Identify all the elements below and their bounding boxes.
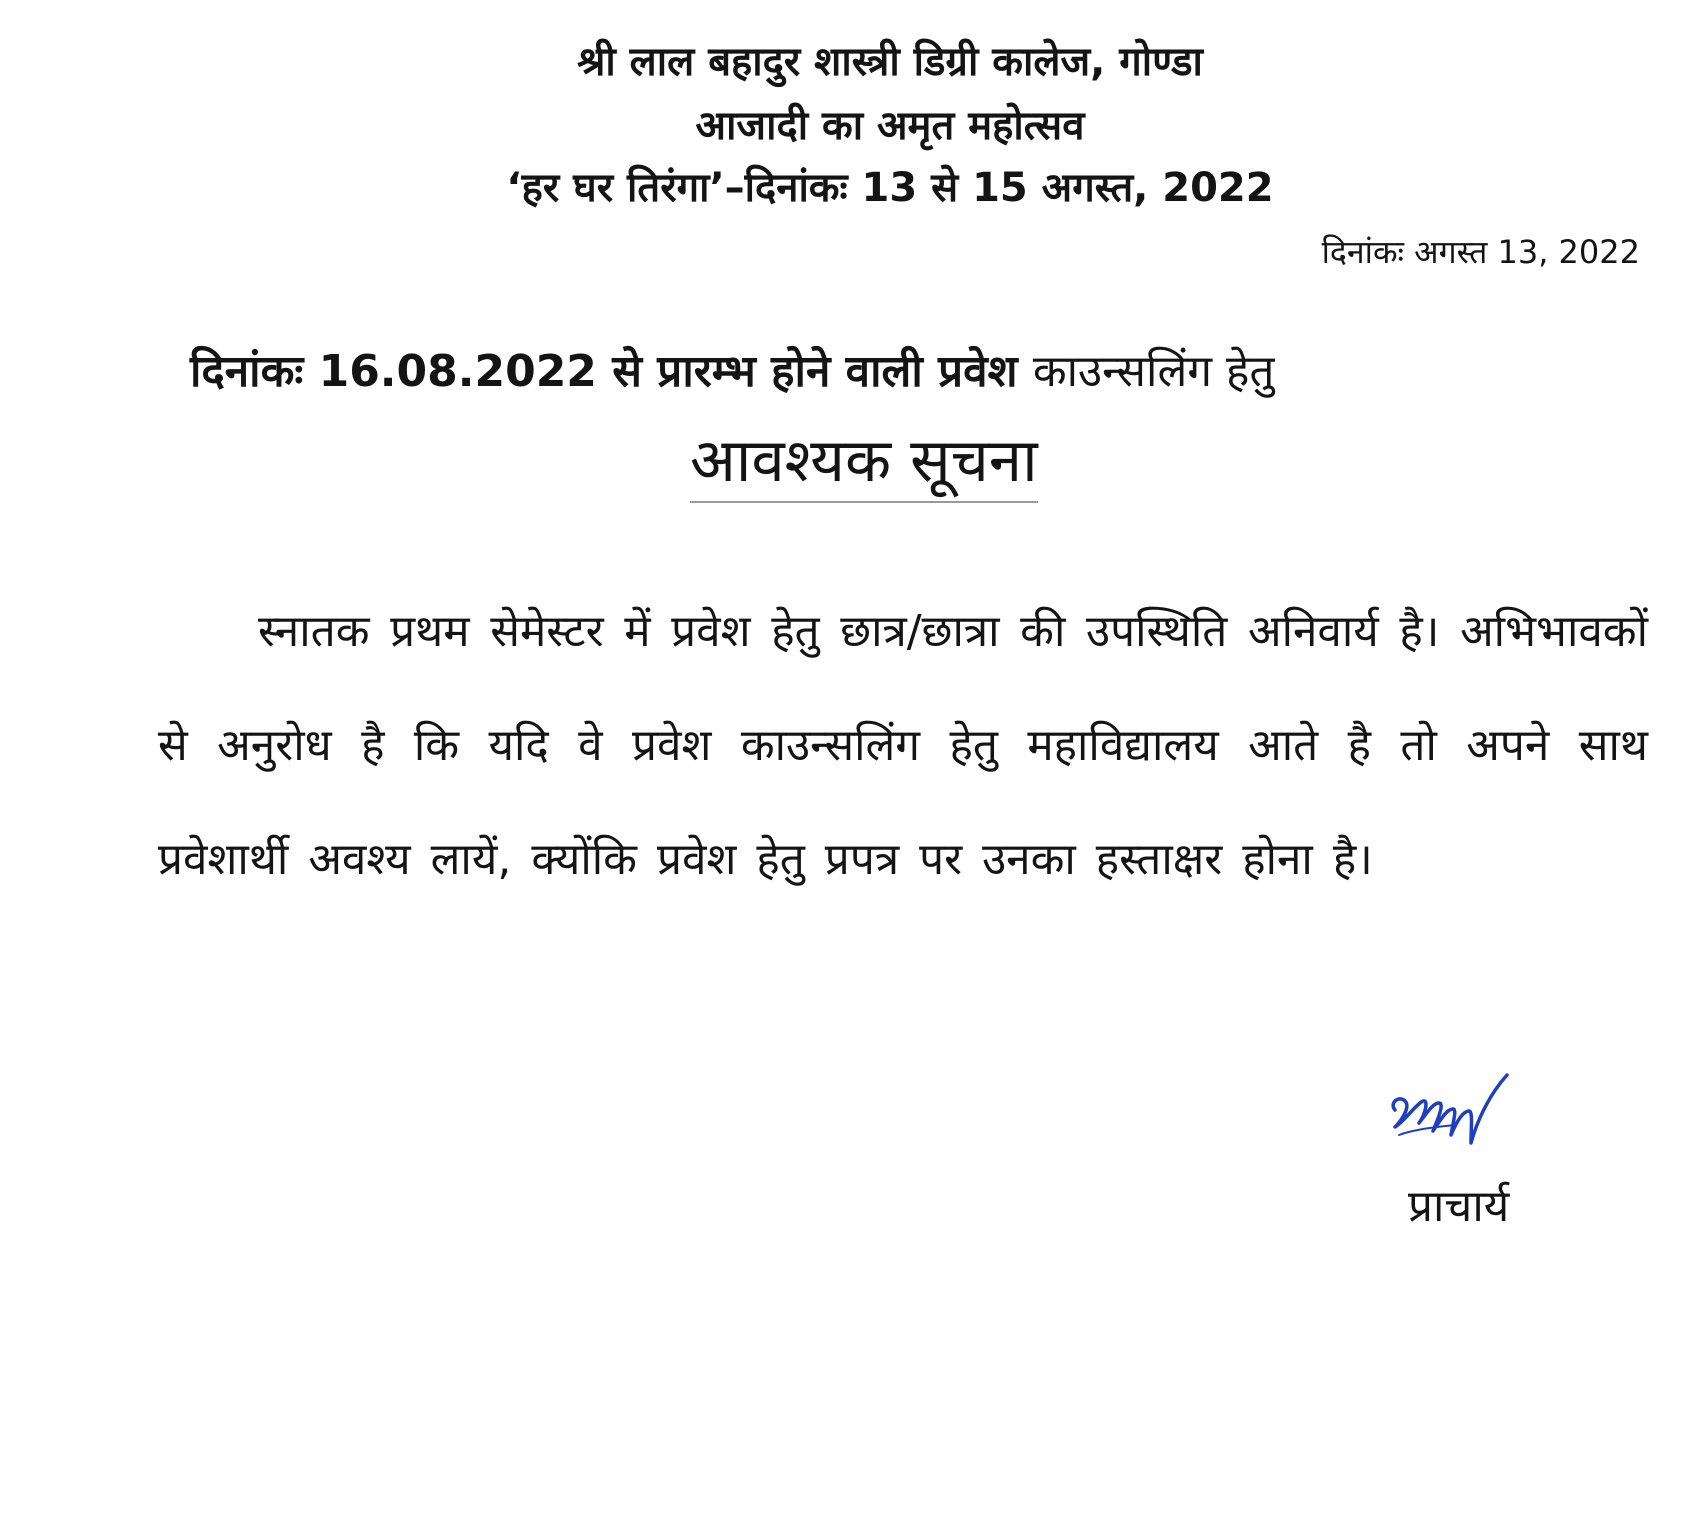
- subject-light-text: काउन्सलिंग हेतु: [1032, 346, 1275, 397]
- notice-body: स्नातक प्रथम सेमेस्टर में प्रवेश हेतु छात्र/छात्रा की उपस्थिति अनिवार्य है। अभिभावकों से अनुरोध है कि यदि वे प्रवेश काउन्सलिंग हेतु महाविद्यालय आते है तो अपने साथ प्रवेशार्थी अवश्य लायें, क्योंकि प्रवेश हेतु प्रपत्र पर उनका हस्ताक्षर होना है।: [158, 606, 1648, 885]
- campaign-heading: ‘हर घर तिरंगा’–दिनांकः 13 से 15 अगस्त, 2022: [506, 165, 1274, 211]
- signature: [1385, 1065, 1535, 1175]
- festival-heading: आजादी का अमृत महोत्सव: [695, 103, 1085, 149]
- notice-subject: [190, 345, 1275, 399]
- signature-underline: [1399, 1125, 1455, 1135]
- signatory-designation: प्राचार्य: [1408, 1181, 1510, 1232]
- signature-stroke: [1393, 1075, 1507, 1143]
- subject-bold-text: दिनांकः 16.08.2022 से प्रारम्भ होने वाली प्रवेश: [190, 346, 1018, 397]
- issue-date: दिनांकः अगस्त 13, 2022: [1321, 233, 1640, 271]
- college-name: श्री लाल बहादुर शास्त्री डिग्री कालेज, गोण्डा: [577, 39, 1203, 85]
- notice-title: आवश्यक सूचना: [690, 425, 1038, 503]
